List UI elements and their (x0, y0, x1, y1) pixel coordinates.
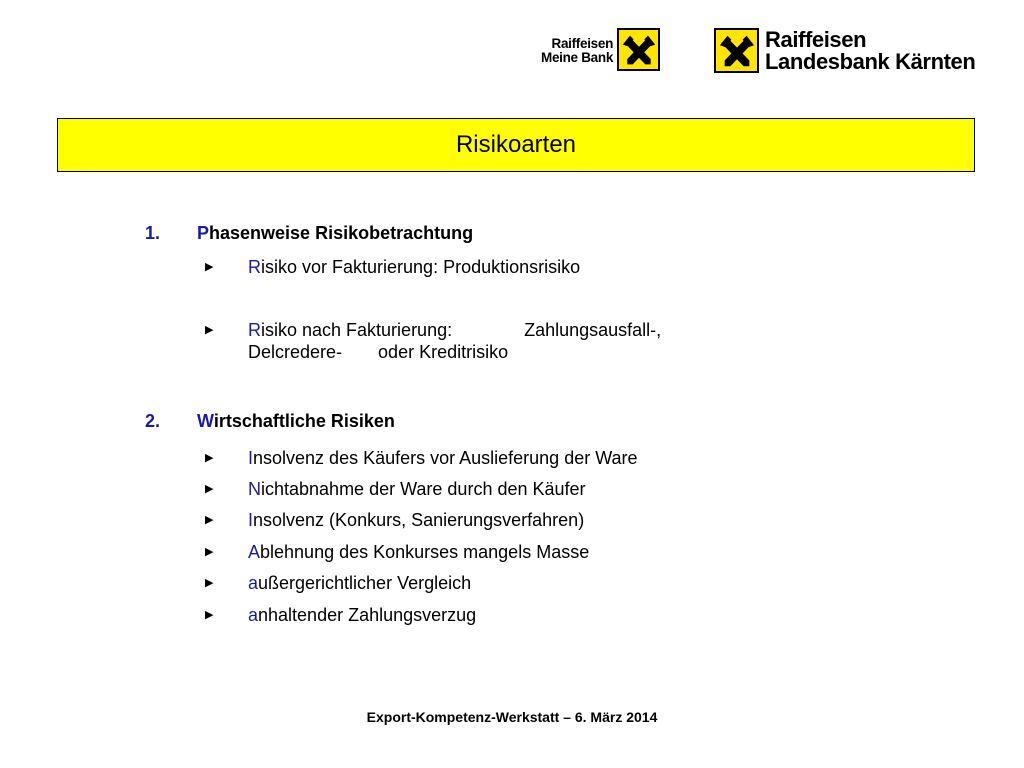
arrow-right-icon: ▶ (205, 609, 214, 621)
item-rest-2: Zahlungsausfall-, (524, 320, 662, 340)
section-heading-2 (145, 411, 395, 432)
arrow-right-icon: ▶ (205, 546, 214, 558)
item-rest: nsolvenz (Konkurs, Sanierungsverfahren) (253, 510, 585, 530)
page-title: Risikoarten (455, 131, 577, 158)
logo-large-line2: Landesbank Kärnten (765, 49, 976, 74)
item-first-letter: a (248, 573, 259, 593)
arrow-right-icon: ▶ (205, 324, 214, 336)
list-item-text (248, 572, 471, 594)
list-item (205, 541, 589, 563)
footer-text: Export-Kompetenz-Werkstatt – 6. März 2014 (366, 709, 658, 725)
item-first-letter: N (248, 479, 261, 499)
section-title-rest: hasenweise Risikobetrachtung (209, 223, 474, 243)
logo-small-line2: Meine Bank (541, 49, 614, 65)
item-first-letter: I (248, 510, 254, 530)
section-heading-1 (145, 223, 473, 244)
section-first-letter: W (197, 411, 214, 431)
item-first-letter: A (248, 542, 261, 562)
list-item-text (248, 604, 476, 626)
item-first-letter: a (248, 605, 259, 625)
item-rest: isiko vor Fakturierung: Produktionsrisiko (261, 257, 581, 277)
section-title (197, 411, 395, 432)
section-number: 2. (145, 411, 161, 431)
item-rest: nhaltender Zahlungsverzug (258, 605, 477, 625)
section-title-rest: irtschaftliche Risiken (213, 411, 395, 431)
item-rest: ußergerichtlicher Vergleich (258, 573, 472, 593)
item-line2a: Delcredere- (248, 342, 343, 362)
list-item-text (248, 319, 661, 363)
list-item (205, 256, 580, 278)
list-item-text (248, 256, 580, 278)
item-rest: isiko nach Fakturierung: (261, 320, 453, 340)
item-rest: ichtabnahme der Ware durch den Käufer (261, 479, 586, 499)
list-item-text (248, 509, 584, 531)
list-item (205, 604, 476, 626)
arrow-right-icon: ▶ (205, 261, 214, 273)
section-number: 1. (145, 223, 161, 243)
list-item-text (248, 478, 586, 500)
list-item (205, 572, 471, 594)
item-first-letter: I (248, 448, 254, 468)
section-first-letter: P (197, 223, 210, 243)
arrow-right-icon: ▶ (205, 577, 214, 589)
list-item (205, 319, 661, 363)
list-item (205, 447, 638, 469)
item-first-letter: R (248, 320, 261, 340)
item-first-letter: R (248, 257, 261, 277)
logo-large-line1: Raiffeisen (765, 27, 867, 52)
list-item (205, 509, 584, 531)
list-item-text (248, 541, 589, 563)
item-line2b: oder Kreditrisiko (378, 342, 509, 362)
arrow-right-icon: ▶ (205, 452, 214, 464)
arrow-right-icon: ▶ (205, 514, 214, 526)
item-rest: blehnung des Konkurses mangels Masse (260, 542, 590, 562)
list-item (205, 478, 586, 500)
list-item-text (248, 447, 638, 469)
logo-small-line1: Raiffeisen (551, 35, 614, 51)
arrow-right-icon: ▶ (205, 483, 214, 495)
item-rest: nsolvenz des Käufers vor Auslieferung der Ware (253, 448, 638, 468)
section-title (197, 223, 473, 244)
